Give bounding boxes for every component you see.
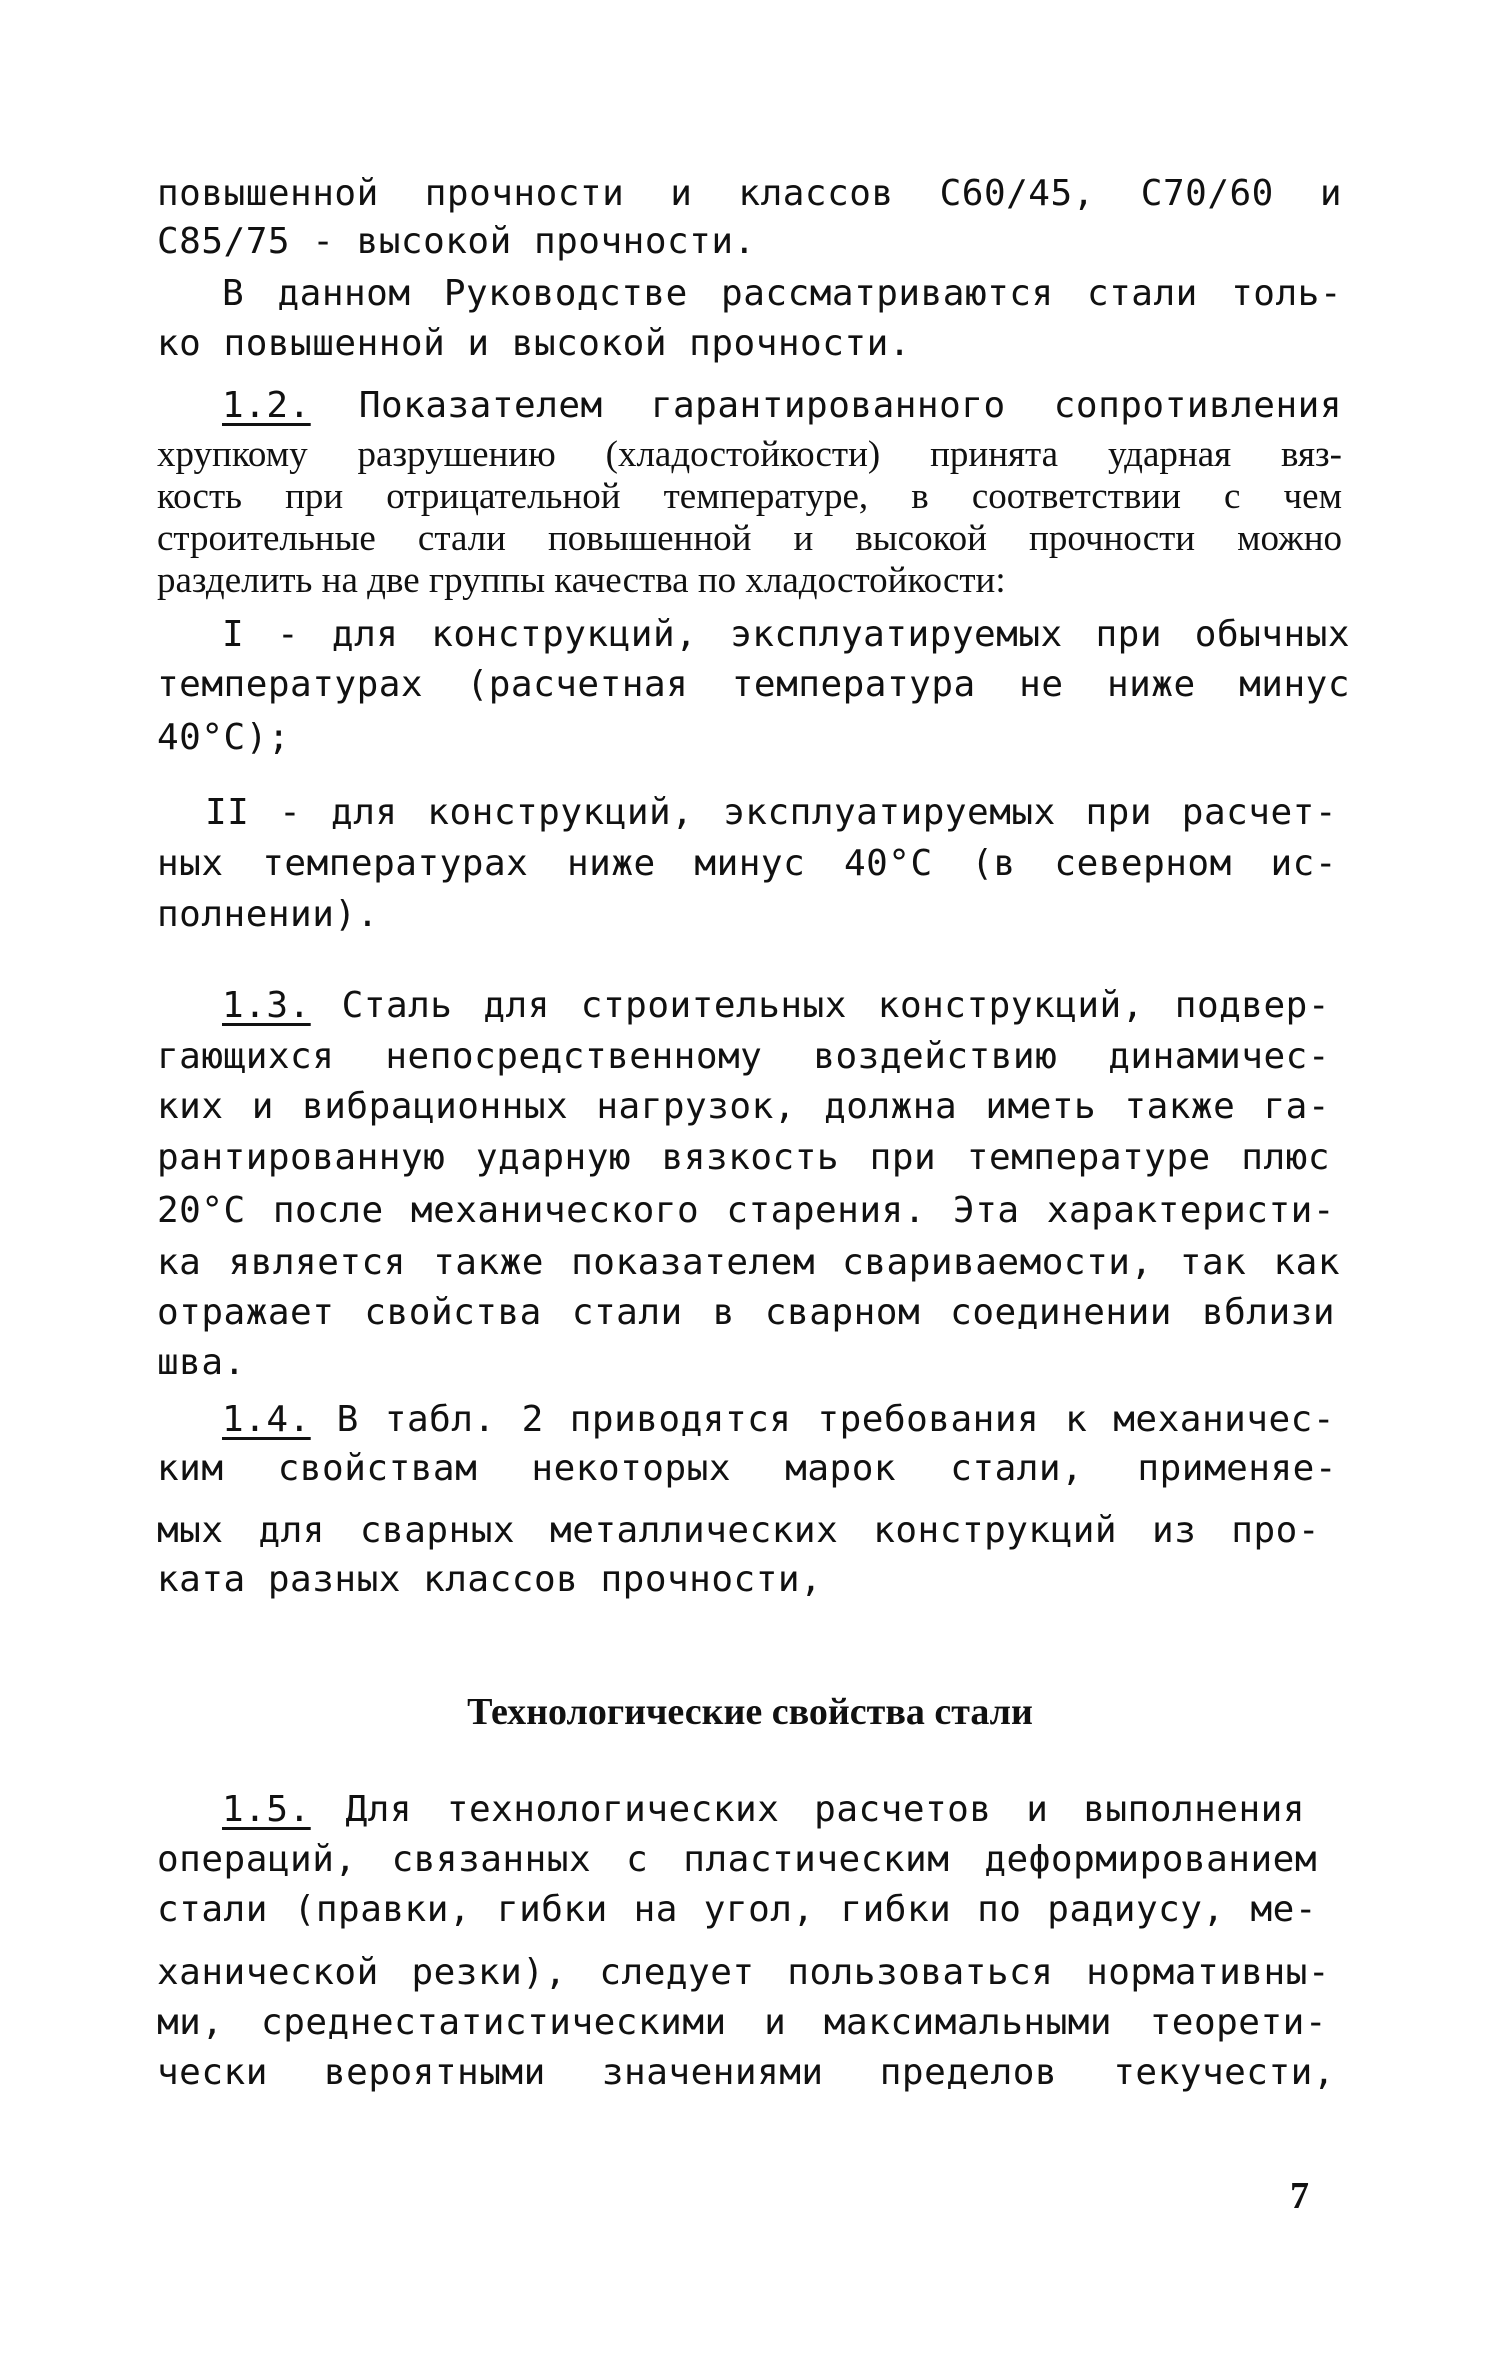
text-line: температурах (расчетная температура не ниже минус bbox=[157, 664, 1350, 705]
text-line: мых для сварных металлических конструкций из про- bbox=[157, 1510, 1320, 1551]
text-span: Показателем гарантированного сопротивления bbox=[310, 385, 1342, 426]
text-line: ким свойствам некоторых марок стали, применяе- bbox=[157, 1448, 1337, 1489]
text-line: В данном Руководстве рассматриваются стали толь- bbox=[222, 273, 1342, 314]
text-line: кость при отрицательной температуре, в соответствии с чем bbox=[157, 476, 1342, 517]
text-span: В табл. 2 приводятся требования к механичес- bbox=[310, 1399, 1335, 1440]
text-line: полнении). bbox=[157, 894, 379, 935]
text-line: строительные стали повышенной и высокой прочности можно bbox=[157, 518, 1342, 559]
text-line: хрупкому разрушению (хладостойкости) принята ударная вяз- bbox=[157, 434, 1342, 475]
text-line: разделить на две группы качества по хладостойкости: bbox=[157, 560, 1006, 601]
text-span: Для технологических расчетов и выполнения bbox=[310, 1789, 1305, 1830]
paragraph-1-5-first-line bbox=[222, 1787, 1305, 1833]
paragraph-1-3-first-line bbox=[222, 983, 1330, 1029]
text-line: отражает свойства стали в сварном соединении вблизи bbox=[157, 1292, 1335, 1333]
text-line: ханической резки), следует пользоваться нормативны- bbox=[157, 1952, 1330, 1993]
page-number: 7 bbox=[1290, 2175, 1309, 2217]
section-number: 1.5. bbox=[222, 1789, 311, 1830]
text-line: ких и вибрационных нагрузок, должна иметь также га- bbox=[157, 1086, 1330, 1127]
text-line: I - для конструкций, эксплуатируемых при обычных bbox=[222, 614, 1350, 655]
text-line: стали (правки, гибки на угол, гибки по радиусу, ме- bbox=[157, 1889, 1317, 1930]
text-line: чески вероятными значениями пределов текучести, bbox=[157, 2052, 1335, 2093]
text-line: 20°С после механического старения. Эта характеристи- bbox=[157, 1190, 1335, 1231]
text-line: повышенной прочности и классов С60/45, С70/60 и bbox=[157, 173, 1342, 214]
text-line: ка является также показателем свариваемости, так как bbox=[157, 1242, 1340, 1283]
text-line: операций, связанных с пластическим деформированием bbox=[157, 1839, 1317, 1880]
text-line: ката разных классов прочности, bbox=[157, 1559, 823, 1600]
text-line: ных температурах ниже минус 40°С (в северном ис- bbox=[157, 843, 1337, 884]
section-number: 1.2. bbox=[222, 385, 311, 426]
text-line: ко повышенной и высокой прочности. bbox=[157, 323, 911, 364]
text-line: ми, среднестатистическими и максимальными теорети- bbox=[157, 2002, 1327, 2043]
paragraph-1-2-first-line bbox=[222, 383, 1342, 429]
section-number: 1.4. bbox=[222, 1399, 311, 1440]
text-line: гающихся непосредственному воздействию динамичес- bbox=[157, 1036, 1330, 1077]
text-line: С85/75 - высокой прочности. bbox=[157, 221, 756, 262]
section-heading: Технологические свойства стали bbox=[467, 1691, 1033, 1733]
text-line: шва. bbox=[157, 1342, 246, 1383]
text-span: Сталь для строительных конструкций, подвер- bbox=[310, 985, 1330, 1026]
text-line: 40°С); bbox=[157, 717, 291, 758]
section-number: 1.3. bbox=[222, 985, 311, 1026]
paragraph-1-4-first-line bbox=[222, 1397, 1335, 1443]
text-line: II - для конструкций, эксплуатируемых при расчет- bbox=[205, 792, 1337, 833]
text-line: рантированную ударную вязкость при температуре плюс bbox=[157, 1137, 1330, 1178]
